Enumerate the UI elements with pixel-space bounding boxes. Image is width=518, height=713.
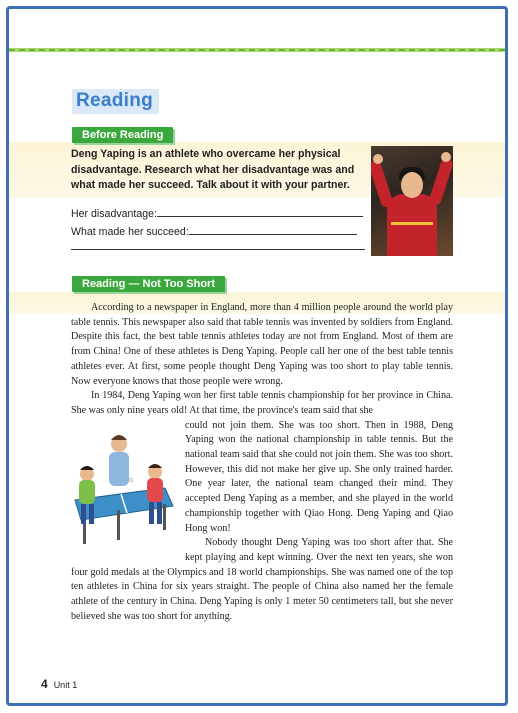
- table-tennis-illustration: [69, 422, 177, 554]
- athlete-photo: [371, 146, 453, 256]
- extra-answer-line: [71, 249, 365, 250]
- paragraph-2b: could not join them. She was too short. Then in 1988, Deng Yaping won the national championship in table tennis. But the national team said that she could not join them. She was too short. However, this did not make her give up. She only trained harder. One year later, the national team changed their mind. They accepted Deng Yaping as a member, and she played in the world championship together with Qiao Hong. Deng Yaping and Qiao Hong won!: [185, 419, 453, 534]
- disadvantage-blank: [157, 206, 363, 217]
- paragraph-3: Nobody thought Deng Yaping was too short after that. She kept playing and kept winning. Over the next ten years, she won four gold medals at the Olympics and 18 world championships. She was named one of the top ten athletes in China for six years straight. The people of China also named her the female athlete of the century in China. Deng Yaping is only 1 meter 50 centimeters tall, but she never believed she was too short for anything.: [71, 537, 453, 622]
- section-title: Reading: [72, 89, 159, 114]
- page-footer: [41, 675, 77, 693]
- paragraph-1: According to a newspaper in England, more than 4 million people around the world play table tennis. This newspaper also said that table tennis was invented by soldiers from England. Despite this fact, the best table tennis athletes today are not from England. Most of them are from China! One of these athletes is Deng Yaping. People call her one of the best table tennis athletes ever. At first, some people thought Deng Yaping was too short to play table tennis. Now everyone knows that those people were wrong.: [71, 302, 453, 387]
- before-reading-label: Before Reading: [72, 127, 173, 143]
- succeed-field: [71, 224, 357, 238]
- stitch-line: [9, 49, 505, 51]
- page-number: 4: [41, 677, 48, 691]
- before-reading-prompt: Deng Yaping is an athlete who overcame her physical disadvantage. Research what her disadvantage was and what made her succeed. Talk about it with your partner.: [71, 148, 355, 191]
- reading-label: Reading — Not Too Short: [72, 276, 225, 292]
- reading-passage: [71, 301, 453, 624]
- unit-label: Unit 1: [53, 680, 78, 690]
- succeed-label: What made her succeed:: [71, 226, 189, 238]
- succeed-blank: [189, 224, 357, 235]
- disadvantage-label: Her disadvantage:: [71, 208, 157, 220]
- page-frame: [6, 6, 508, 706]
- disadvantage-field: [71, 206, 363, 220]
- paragraph-2a: In 1984, Deng Yaping won her first table tennis championship for her province in China. She was only nine years old! At that time, the province's team said that she: [71, 390, 453, 416]
